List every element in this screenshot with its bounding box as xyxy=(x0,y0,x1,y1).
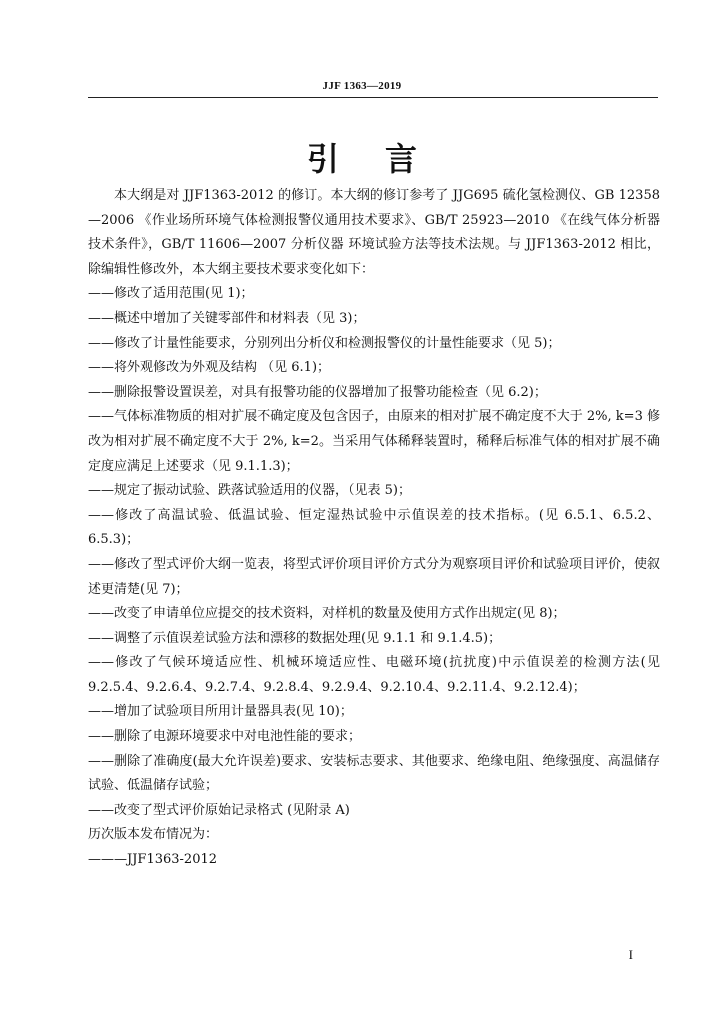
change-item: ——改变了型式评价原始记录格式 (见附录 A) xyxy=(88,802,350,818)
header-divider xyxy=(88,97,658,98)
change-item: ——修改了型式评价大纲一览表，将型式评价项目评价方式分为观察项目评价和试验项目评价，使叙述更清楚(见 7)； xyxy=(88,556,661,597)
history-label: 历次版本发布情况为： xyxy=(88,827,219,843)
document-code-header: JJF 1363—2019 xyxy=(322,80,402,92)
page-title: 引言 xyxy=(306,140,463,178)
change-item: ——调整了示值误差试验方法和漂移的数据处理(见 9.1.1 和 9.1.4.5)； xyxy=(88,630,502,646)
change-item: ——改变了申请单位应提交的技术资料，对样机的数量及使用方式作出规定(见 8)； xyxy=(88,606,566,622)
change-item: ——修改了高温试验、低温试验、恒定湿热试验中示值误差的技术指标。(见 6.5.1、6.5.2、6.5.3)； xyxy=(88,507,660,548)
change-item: ——删除报警设置误差，对具有报警功能的仪器增加了报警功能检查（见 6.2)； xyxy=(88,384,547,400)
change-item: ——删除了电源环境要求中对电池性能的要求； xyxy=(88,729,362,745)
change-item: ——删除了准确度(最大允许误差)要求、安装标志要求、其他要求、绝缘电阻、绝缘强度、高温储存试验、低温储存试验； xyxy=(88,753,660,794)
page-number: I xyxy=(628,947,633,962)
change-item: ——概述中增加了关键零部件和材料表（见 3)； xyxy=(88,310,366,326)
intro-paragraph: 本大纲是对 JJF1363-2012 的修订。本大纲的修订参考了 JJG695 硫化氢检测仪、GB 12358—2006 《作业场所环境气体检测报警仪通用技术要求》、GB/T 25923—2010 《在线气体分析器 技术条件》，GB/T 11606—2007 分析仪器 环境试验方法等技术法规。与 JJF1363-2012 相比，除编辑性修改外，本大纲主要技术要求变化如下： xyxy=(88,188,674,277)
history-item: ———JJF1363-2012 xyxy=(88,852,218,868)
change-item: ——修改了气候环境适应性、机械环境适应性、电磁环境(抗扰度)中示值误差的检测方法(见 9.2.5.4、9.2.6.4、9.2.7.4、9.2.8.4、9.2.9.4、9.2.10.4、9.2.11.4、9.2.12.4)； xyxy=(88,655,660,695)
document-body xyxy=(88,184,674,873)
change-item: ——气体标准物质的相对扩展不确定度及包含因子，由原来的相对扩展不确定度不大于 2%, k=3 修改为相对扩展不确定度不大于 2%, k=2。当采用气体稀释装置时，稀释后标准气体的相对扩展不确定度应满足上述要求（见 9.1.1.3)； xyxy=(88,409,660,474)
change-item: ——修改了适用范围(见 1)； xyxy=(88,286,254,302)
change-item: ——规定了振动试验、跌落试验适用的仪器，（见表 5)； xyxy=(88,483,411,499)
change-item: ——增加了试验项目所用计量器具表(见 10)； xyxy=(88,704,353,720)
change-item: ——修改了计量性能要求，分别列出分析仪和检测报警仪的计量性能要求（见 5)； xyxy=(88,335,561,351)
change-item: ——将外观修改为外观及结构 （见 6.1)； xyxy=(88,360,331,376)
